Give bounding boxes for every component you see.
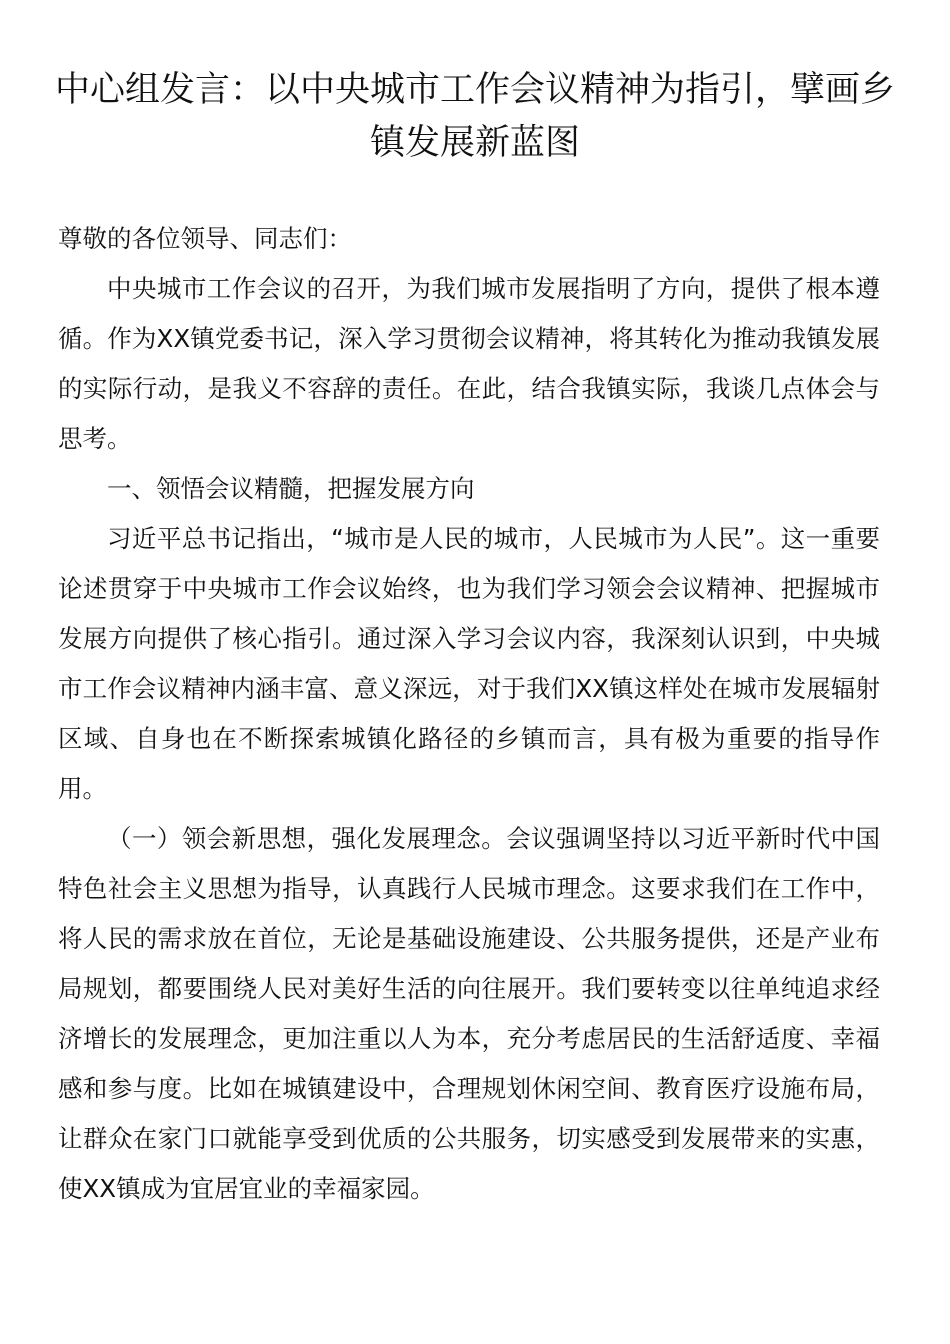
body-paragraph-subsection-1: （一）领会新思想，强化发展理念。会议强调坚持以习近平新时代中国特色社会主义思想为指导，认真践行人民城市理念。这要求我们在工作中，将人民的需求放在首位，无论是基础设施建设、公共服务提供，还是产业布局规划，都要围绕人民对美好生活的向往展开。我们要转变以往单纯追求经济增长的发展理念，更加注重以人为本，充分考虑居民的生活舒适度、幸福感和参与度。比如在城镇建设中，合理规划休闲空间、教育医疗设施布局，让群众在家门口就能享受到优质的公共服务，切实感受到发展带来的实惠，使XX镇成为宜居宜业的幸福家园。 [58,824,880,1203]
body-paragraph-intro: 中央城市工作会议的召开，为我们城市发展指明了方向，提供了根本遵循。作为XX镇党委书记，深入学习贯彻会议精神，将其转化为推动我镇发展的实际行动，是我义不容辞的责任。在此，结合我镇实际，我谈几点体会与思考。 [58,274,880,453]
section-heading-1: 一、领悟会议精髓，把握发展方向 [107,474,475,503]
body-paragraph-section-1: 习近平总书记指出，“城市是人民的城市，人民城市为人民”。这一重要论述贯穿于中央城市工作会议始终，也为我们学习领会会议精神、把握城市发展方向提供了核心指引。通过深入学习会议内容，我深刻认识到，中央城市工作会议精神内涵丰富、意义深远，对于我们XX镇这样处在城市发展辐射区域、自身也在不断探索城镇化路径的乡镇而言，具有极为重要的指导作用。 [58,524,880,803]
salutation: 尊敬的各位领导、同志们： [58,224,352,253]
document-title: 中心组发言：以中央城市工作会议精神为指引，擘画乡镇发展新蓝图 [54,70,895,163]
document-body [58,214,880,1214]
